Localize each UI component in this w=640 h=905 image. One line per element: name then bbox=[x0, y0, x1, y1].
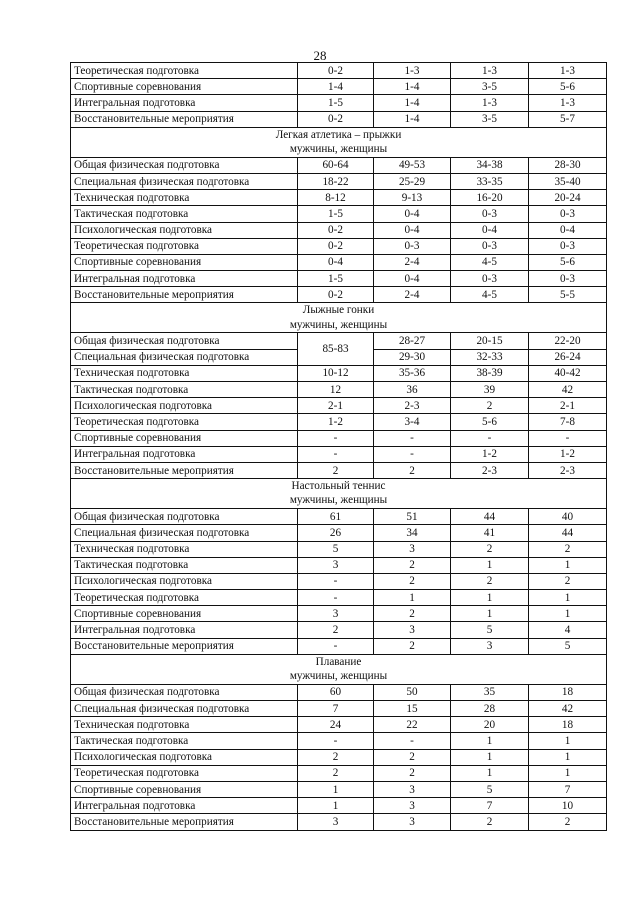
value-cell: 1 bbox=[529, 606, 607, 622]
section-subtitle: мужчины, женщины bbox=[71, 494, 607, 509]
value-cell: 60 bbox=[298, 684, 374, 700]
value-cell: - bbox=[374, 733, 451, 749]
value-cell: 2 bbox=[451, 573, 529, 589]
value-cell: 35-40 bbox=[529, 173, 607, 189]
row-label: Психологическая подготовка bbox=[71, 398, 298, 414]
table-row bbox=[71, 606, 607, 622]
table-row bbox=[71, 525, 607, 541]
table-row bbox=[71, 541, 607, 557]
row-label: Восстановительные мероприятия bbox=[71, 814, 298, 830]
training-plan-table bbox=[70, 62, 607, 831]
table-row bbox=[71, 95, 607, 111]
value-cell: 1 bbox=[529, 557, 607, 573]
value-cell: 1 bbox=[529, 765, 607, 781]
value-cell: - bbox=[374, 430, 451, 446]
table-row bbox=[71, 446, 607, 462]
row-label: Общая физическая подготовка bbox=[71, 333, 298, 349]
section-subtitle: мужчины, женщины bbox=[71, 669, 607, 684]
section-title: Лыжные гонки bbox=[71, 303, 607, 318]
table-row bbox=[71, 717, 607, 733]
value-cell: 1-4 bbox=[298, 79, 374, 95]
value-cell: 2 bbox=[374, 749, 451, 765]
value-cell: 49-53 bbox=[374, 157, 451, 173]
row-label: Общая физическая подготовка bbox=[71, 684, 298, 700]
value-cell: 0-4 bbox=[374, 271, 451, 287]
value-cell: 50 bbox=[374, 684, 451, 700]
value-cell: 2-4 bbox=[374, 254, 451, 270]
value-cell: 2 bbox=[529, 814, 607, 830]
value-cell: 15 bbox=[374, 701, 451, 717]
value-cell: 4-5 bbox=[451, 287, 529, 303]
value-cell: 0-2 bbox=[298, 287, 374, 303]
value-cell: - bbox=[298, 430, 374, 446]
row-label: Восстановительные мероприятия bbox=[71, 462, 298, 478]
table-row bbox=[71, 173, 607, 189]
value-cell: 41 bbox=[451, 525, 529, 541]
value-cell: 5-6 bbox=[451, 414, 529, 430]
table-row bbox=[71, 287, 607, 303]
value-cell: 1-3 bbox=[451, 95, 529, 111]
row-label: Специальная физическая подготовка bbox=[71, 173, 298, 189]
table-row bbox=[71, 509, 607, 525]
section-title-row bbox=[71, 479, 607, 494]
value-cell: 20-24 bbox=[529, 190, 607, 206]
value-cell: 20-15 bbox=[451, 333, 529, 349]
row-label: Техническая подготовка bbox=[71, 365, 298, 381]
table-row bbox=[71, 79, 607, 95]
value-cell: - bbox=[374, 446, 451, 462]
section-title-row bbox=[71, 127, 607, 142]
value-cell: 18 bbox=[529, 717, 607, 733]
value-cell: 39 bbox=[451, 382, 529, 398]
value-cell: 1-3 bbox=[529, 95, 607, 111]
value-cell: 2 bbox=[451, 541, 529, 557]
value-cell: 18 bbox=[529, 684, 607, 700]
value-cell: 2 bbox=[374, 462, 451, 478]
table-row bbox=[71, 462, 607, 478]
value-cell: 0-3 bbox=[529, 238, 607, 254]
value-cell: - bbox=[298, 733, 374, 749]
table-row bbox=[71, 701, 607, 717]
value-cell: 0-3 bbox=[529, 206, 607, 222]
table-row bbox=[71, 190, 607, 206]
value-cell: 1-5 bbox=[298, 95, 374, 111]
table-row bbox=[71, 749, 607, 765]
section-title-row bbox=[71, 654, 607, 669]
value-cell: 9-13 bbox=[374, 190, 451, 206]
value-cell: 1-2 bbox=[298, 414, 374, 430]
row-label: Техническая подготовка bbox=[71, 541, 298, 557]
value-cell: 2 bbox=[298, 462, 374, 478]
value-cell: 10 bbox=[529, 798, 607, 814]
row-label: Общая физическая подготовка bbox=[71, 157, 298, 173]
table-body bbox=[71, 63, 607, 831]
value-cell: 42 bbox=[529, 701, 607, 717]
value-cell: 1-5 bbox=[298, 271, 374, 287]
value-cell: 0-3 bbox=[374, 238, 451, 254]
value-cell: 5-6 bbox=[529, 254, 607, 270]
value-cell: 36 bbox=[374, 382, 451, 398]
row-label: Теоретическая подготовка bbox=[71, 414, 298, 430]
table-row bbox=[71, 590, 607, 606]
value-cell: 22-20 bbox=[529, 333, 607, 349]
value-cell: - bbox=[298, 446, 374, 462]
value-cell: 2 bbox=[451, 398, 529, 414]
value-cell: 1 bbox=[529, 749, 607, 765]
table-row bbox=[71, 254, 607, 270]
value-cell: 0-4 bbox=[374, 222, 451, 238]
merged-value-cell: 85-83 bbox=[298, 333, 374, 365]
section-title: Плавание bbox=[71, 654, 607, 669]
value-cell: 7 bbox=[298, 701, 374, 717]
value-cell: 1-2 bbox=[451, 446, 529, 462]
value-cell: 25-29 bbox=[374, 173, 451, 189]
section-title: Легкая атлетика – прыжки bbox=[71, 127, 607, 142]
value-cell: 7 bbox=[451, 798, 529, 814]
table-row bbox=[71, 798, 607, 814]
value-cell: 2-3 bbox=[374, 398, 451, 414]
value-cell: 33-35 bbox=[451, 173, 529, 189]
value-cell: 1-3 bbox=[451, 63, 529, 79]
value-cell: 12 bbox=[298, 382, 374, 398]
value-cell: 3 bbox=[374, 798, 451, 814]
value-cell: 1-4 bbox=[374, 111, 451, 127]
row-label: Спортивные соревнования bbox=[71, 430, 298, 446]
page-number: 28 bbox=[313, 48, 327, 63]
table-row bbox=[71, 733, 607, 749]
value-cell: 2 bbox=[298, 749, 374, 765]
value-cell: 35-36 bbox=[374, 365, 451, 381]
row-label: Теоретическая подготовка bbox=[71, 63, 298, 79]
row-label: Психологическая подготовка bbox=[71, 222, 298, 238]
value-cell: 1 bbox=[374, 590, 451, 606]
value-cell: 2 bbox=[374, 638, 451, 654]
value-cell: 5-7 bbox=[529, 111, 607, 127]
value-cell: 3 bbox=[374, 541, 451, 557]
value-cell: 2 bbox=[374, 557, 451, 573]
value-cell: 2 bbox=[298, 765, 374, 781]
value-cell: - bbox=[298, 590, 374, 606]
row-label: Специальная физическая подготовка bbox=[71, 701, 298, 717]
value-cell: 28-27 bbox=[374, 333, 451, 349]
row-label: Восстановительные мероприятия bbox=[71, 638, 298, 654]
value-cell: 1-3 bbox=[374, 63, 451, 79]
value-cell: 1 bbox=[298, 798, 374, 814]
value-cell: 7 bbox=[529, 781, 607, 797]
value-cell: 1 bbox=[298, 781, 374, 797]
value-cell: 24 bbox=[298, 717, 374, 733]
row-label: Интегральная подготовка bbox=[71, 798, 298, 814]
table-row bbox=[71, 333, 607, 349]
value-cell: 1 bbox=[451, 733, 529, 749]
table-row bbox=[71, 271, 607, 287]
value-cell: 0-4 bbox=[529, 222, 607, 238]
table-row bbox=[71, 573, 607, 589]
value-cell: 29-30 bbox=[374, 349, 451, 365]
table-row bbox=[71, 238, 607, 254]
value-cell: 5 bbox=[451, 622, 529, 638]
value-cell: 0-4 bbox=[374, 206, 451, 222]
value-cell: 4-5 bbox=[451, 254, 529, 270]
section-subtitle-row bbox=[71, 494, 607, 509]
table-row bbox=[71, 414, 607, 430]
value-cell: 2 bbox=[374, 606, 451, 622]
value-cell: 1 bbox=[451, 606, 529, 622]
value-cell: 5 bbox=[298, 541, 374, 557]
value-cell: 1 bbox=[451, 557, 529, 573]
value-cell: 42 bbox=[529, 382, 607, 398]
table-row bbox=[71, 365, 607, 381]
value-cell: 3 bbox=[374, 814, 451, 830]
value-cell: - bbox=[451, 430, 529, 446]
value-cell: 1-4 bbox=[374, 95, 451, 111]
value-cell: - bbox=[529, 430, 607, 446]
value-cell: 3-4 bbox=[374, 414, 451, 430]
value-cell: 0-4 bbox=[451, 222, 529, 238]
value-cell: 0-3 bbox=[451, 238, 529, 254]
value-cell: 1-3 bbox=[529, 63, 607, 79]
table-row bbox=[71, 63, 607, 79]
table-row bbox=[71, 430, 607, 446]
table-row bbox=[71, 222, 607, 238]
section-subtitle-row bbox=[71, 669, 607, 684]
value-cell: 0-2 bbox=[298, 238, 374, 254]
value-cell: 3-5 bbox=[451, 79, 529, 95]
table-row bbox=[71, 765, 607, 781]
value-cell: 51 bbox=[374, 509, 451, 525]
value-cell: 3 bbox=[374, 622, 451, 638]
section-title-row bbox=[71, 303, 607, 318]
row-label: Специальная физическая подготовка bbox=[71, 349, 298, 365]
row-label: Спортивные соревнования bbox=[71, 606, 298, 622]
row-label: Теоретическая подготовка bbox=[71, 765, 298, 781]
value-cell: 0-2 bbox=[298, 63, 374, 79]
value-cell: 0-4 bbox=[298, 254, 374, 270]
row-label: Психологическая подготовка bbox=[71, 573, 298, 589]
value-cell: 60-64 bbox=[298, 157, 374, 173]
value-cell: 26-24 bbox=[529, 349, 607, 365]
row-label: Тактическая подготовка bbox=[71, 557, 298, 573]
value-cell: 10-12 bbox=[298, 365, 374, 381]
row-label: Техническая подготовка bbox=[71, 717, 298, 733]
row-label: Восстановительные мероприятия bbox=[71, 287, 298, 303]
value-cell: 5 bbox=[451, 781, 529, 797]
value-cell: 16-20 bbox=[451, 190, 529, 206]
row-label: Техническая подготовка bbox=[71, 190, 298, 206]
row-label: Психологическая подготовка bbox=[71, 749, 298, 765]
table-row bbox=[71, 157, 607, 173]
row-label: Теоретическая подготовка bbox=[71, 238, 298, 254]
value-cell: 2-1 bbox=[529, 398, 607, 414]
value-cell: 1-2 bbox=[529, 446, 607, 462]
value-cell: 38-39 bbox=[451, 365, 529, 381]
table-row bbox=[71, 382, 607, 398]
value-cell: 2 bbox=[529, 541, 607, 557]
value-cell: 7-8 bbox=[529, 414, 607, 430]
table-row bbox=[71, 684, 607, 700]
value-cell: 3 bbox=[374, 781, 451, 797]
table-row bbox=[71, 557, 607, 573]
value-cell: - bbox=[298, 638, 374, 654]
value-cell: 44 bbox=[451, 509, 529, 525]
value-cell: 18-22 bbox=[298, 173, 374, 189]
value-cell: 2 bbox=[298, 622, 374, 638]
row-label: Спортивные соревнования bbox=[71, 781, 298, 797]
table-row bbox=[71, 398, 607, 414]
value-cell: 3 bbox=[298, 814, 374, 830]
value-cell: 1 bbox=[529, 733, 607, 749]
table-row bbox=[71, 206, 607, 222]
value-cell: 3 bbox=[451, 638, 529, 654]
value-cell: 44 bbox=[529, 525, 607, 541]
value-cell: 0-2 bbox=[298, 111, 374, 127]
row-label: Интегральная подготовка bbox=[71, 622, 298, 638]
value-cell: 0-3 bbox=[451, 206, 529, 222]
value-cell: 22 bbox=[374, 717, 451, 733]
value-cell: 28 bbox=[451, 701, 529, 717]
value-cell: 2 bbox=[374, 765, 451, 781]
value-cell: 0-3 bbox=[529, 271, 607, 287]
value-cell: 32-33 bbox=[451, 349, 529, 365]
value-cell: 2 bbox=[374, 573, 451, 589]
value-cell: 34-38 bbox=[451, 157, 529, 173]
table-row bbox=[71, 111, 607, 127]
value-cell: 5-5 bbox=[529, 287, 607, 303]
value-cell: 2 bbox=[451, 814, 529, 830]
table-row bbox=[71, 638, 607, 654]
row-label: Восстановительные мероприятия bbox=[71, 111, 298, 127]
value-cell: 3-5 bbox=[451, 111, 529, 127]
row-label: Специальная физическая подготовка bbox=[71, 525, 298, 541]
row-label: Интегральная подготовка bbox=[71, 446, 298, 462]
row-label: Тактическая подготовка bbox=[71, 206, 298, 222]
value-cell: 2-1 bbox=[298, 398, 374, 414]
value-cell: 61 bbox=[298, 509, 374, 525]
value-cell: 2-4 bbox=[374, 287, 451, 303]
value-cell: 1 bbox=[451, 590, 529, 606]
value-cell: 1 bbox=[451, 749, 529, 765]
value-cell: 0-3 bbox=[451, 271, 529, 287]
row-label: Тактическая подготовка bbox=[71, 733, 298, 749]
value-cell: 2 bbox=[529, 573, 607, 589]
value-cell: 20 bbox=[451, 717, 529, 733]
value-cell: 1 bbox=[529, 590, 607, 606]
value-cell: 0-2 bbox=[298, 222, 374, 238]
table-row bbox=[71, 781, 607, 797]
row-label: Тактическая подготовка bbox=[71, 382, 298, 398]
value-cell: 2-3 bbox=[529, 462, 607, 478]
value-cell: 1 bbox=[451, 765, 529, 781]
section-subtitle-row bbox=[71, 318, 607, 333]
section-subtitle: мужчины, женщины bbox=[71, 318, 607, 333]
row-label: Интегральная подготовка bbox=[71, 271, 298, 287]
section-title: Настольный теннис bbox=[71, 479, 607, 494]
value-cell: 3 bbox=[298, 557, 374, 573]
row-label: Интегральная подготовка bbox=[71, 95, 298, 111]
value-cell: 5 bbox=[529, 638, 607, 654]
value-cell: 8-12 bbox=[298, 190, 374, 206]
row-label: Спортивные соревнования bbox=[71, 79, 298, 95]
value-cell: 34 bbox=[374, 525, 451, 541]
value-cell: 1-4 bbox=[374, 79, 451, 95]
value-cell: 3 bbox=[298, 606, 374, 622]
value-cell: 4 bbox=[529, 622, 607, 638]
value-cell: 40-42 bbox=[529, 365, 607, 381]
value-cell: 2-3 bbox=[451, 462, 529, 478]
value-cell: 28-30 bbox=[529, 157, 607, 173]
table-row bbox=[71, 622, 607, 638]
table-row bbox=[71, 814, 607, 830]
value-cell: - bbox=[298, 573, 374, 589]
value-cell: 26 bbox=[298, 525, 374, 541]
section-subtitle: мужчины, женщины bbox=[71, 142, 607, 157]
value-cell: 5-6 bbox=[529, 79, 607, 95]
row-label: Общая физическая подготовка bbox=[71, 509, 298, 525]
value-cell: 1-5 bbox=[298, 206, 374, 222]
row-label: Спортивные соревнования bbox=[71, 254, 298, 270]
value-cell: 35 bbox=[451, 684, 529, 700]
row-label: Теоретическая подготовка bbox=[71, 590, 298, 606]
value-cell: 40 bbox=[529, 509, 607, 525]
section-subtitle-row bbox=[71, 142, 607, 157]
